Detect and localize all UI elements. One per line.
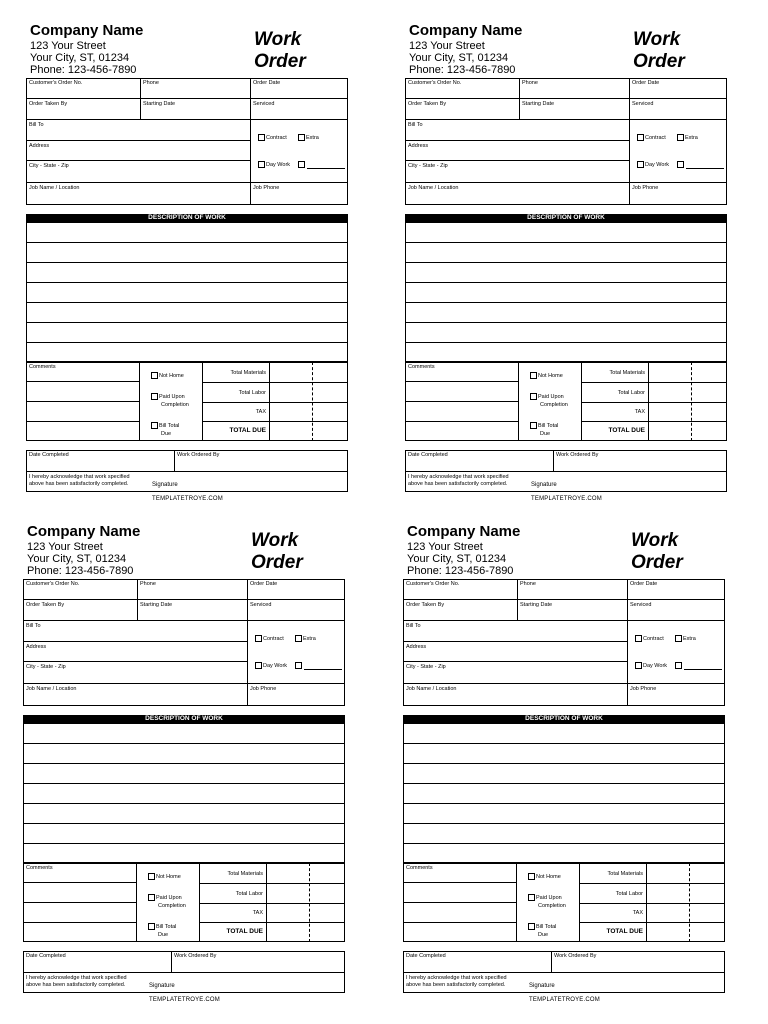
city-state-zip-field[interactable]: City - State - Zip xyxy=(29,163,69,169)
order-date-field[interactable]: Order Date xyxy=(630,581,658,587)
phone-field[interactable]: Phone xyxy=(143,80,159,86)
customer-order-no-field[interactable]: Customer's Order No. xyxy=(406,581,460,587)
total-labor-label: Total Labor xyxy=(238,390,266,396)
starting-date-field[interactable]: Starting Date xyxy=(140,602,173,608)
company-phone: Phone: 123-456-7890 xyxy=(409,64,516,76)
due-label: Due xyxy=(540,431,551,437)
date-completed-field[interactable]: Date Completed xyxy=(29,452,69,458)
comments-field[interactable]: Comments xyxy=(26,865,53,871)
work-ordered-by-field[interactable]: Work Ordered By xyxy=(177,452,220,458)
order-date-field[interactable]: Order Date xyxy=(632,80,660,86)
job-phone-field[interactable]: Job Phone xyxy=(632,185,659,191)
company-name: Company Name xyxy=(409,22,523,39)
day-work-label: Day Work xyxy=(266,162,291,168)
not-home-checkbox[interactable] xyxy=(530,372,537,379)
total-labor-label: Total Labor xyxy=(617,390,645,396)
completion-label: Completion xyxy=(540,402,568,408)
acknowledgement-line2: above has been satisfactorily completed. xyxy=(26,982,126,988)
paid-upon-label: Paid Upon xyxy=(156,895,182,901)
phone-field[interactable]: Phone xyxy=(522,80,538,86)
comments-field[interactable]: Comments xyxy=(406,865,433,871)
bill-total-label: Bill Total xyxy=(538,423,559,429)
not-home-checkbox[interactable] xyxy=(528,873,535,880)
bill-total-due-checkbox[interactable] xyxy=(528,923,535,930)
company-info xyxy=(27,523,140,577)
footer-site: TEMPLATETROYE.COM xyxy=(529,997,600,1003)
work-order-form-top-right xyxy=(405,22,727,522)
other-checkbox[interactable] xyxy=(677,161,684,168)
total-labor-label: Total Labor xyxy=(615,891,643,897)
other-blank-line[interactable] xyxy=(684,669,722,670)
total-due-label: TOTAL DUE xyxy=(226,928,263,935)
extra-checkbox[interactable] xyxy=(295,635,302,642)
form-title-line2: Order xyxy=(633,51,685,72)
company-city: Your City, ST, 01234 xyxy=(27,553,127,565)
extra-label: Extra xyxy=(303,636,316,642)
company-name: Company Name xyxy=(27,523,141,540)
contract-label: Contract xyxy=(263,636,284,642)
serviced-field[interactable]: Serviced xyxy=(253,101,275,107)
signature-field[interactable]: Signature xyxy=(531,482,557,488)
day-work-checkbox[interactable] xyxy=(637,161,644,168)
acknowledgement-line2: above has been satisfactorily completed. xyxy=(29,481,129,487)
not-home-label: Not Home xyxy=(538,373,563,379)
bill-to-field[interactable]: Bill To xyxy=(408,122,423,128)
address-field[interactable]: Address xyxy=(406,644,427,650)
footer-site: TEMPLATETROYE.COM xyxy=(152,496,223,502)
form-title-line2: Order xyxy=(254,51,306,72)
acknowledgement-line1: I hereby acknowledge that work specified xyxy=(408,474,509,480)
contract-checkbox[interactable] xyxy=(635,635,642,642)
job-name-location-field[interactable]: Job Name / Location xyxy=(26,686,77,692)
description-header: DESCRIPTION OF WORK xyxy=(403,715,725,724)
contract-label: Contract xyxy=(645,135,666,141)
other-blank-line[interactable] xyxy=(686,168,724,169)
other-checkbox[interactable] xyxy=(295,662,302,669)
company-city: Your City, ST, 01234 xyxy=(407,553,507,565)
form-title xyxy=(633,29,685,73)
not-home-label: Not Home xyxy=(536,874,561,880)
comments-field[interactable]: Comments xyxy=(408,364,435,370)
extra-checkbox[interactable] xyxy=(298,134,305,141)
customer-order-no-field[interactable]: Customer's Order No. xyxy=(26,581,80,587)
description-area[interactable] xyxy=(405,214,727,362)
work-order-form-bottom-left xyxy=(23,523,345,1023)
day-work-checkbox[interactable] xyxy=(255,662,262,669)
extra-label: Extra xyxy=(306,135,319,141)
address-field[interactable]: Address xyxy=(29,143,50,149)
date-completed-field[interactable]: Date Completed xyxy=(26,953,66,959)
form-title xyxy=(254,29,306,73)
address-field[interactable]: Address xyxy=(408,143,429,149)
job-phone-field[interactable]: Job Phone xyxy=(253,185,280,191)
day-work-label: Day Work xyxy=(645,162,670,168)
day-work-label: Day Work xyxy=(263,663,288,669)
extra-label: Extra xyxy=(685,135,698,141)
city-state-zip-field[interactable]: City - State - Zip xyxy=(26,664,66,670)
bill-total-label: Bill Total xyxy=(156,924,177,930)
tax-label: TAX xyxy=(634,409,645,415)
company-info xyxy=(407,523,520,577)
company-phone: Phone: 123-456-7890 xyxy=(30,64,137,76)
bill-total-label: Bill Total xyxy=(536,924,557,930)
bill-to-field[interactable]: Bill To xyxy=(26,623,41,629)
footer-site: TEMPLATETROYE.COM xyxy=(531,496,602,502)
not-home-checkbox[interactable] xyxy=(148,873,155,880)
day-work-checkbox[interactable] xyxy=(635,662,642,669)
order-taken-by-field[interactable]: Order Taken By xyxy=(408,101,447,107)
signature-field[interactable]: Signature xyxy=(152,482,178,488)
starting-date-field[interactable]: Starting Date xyxy=(522,101,555,107)
bill-total-label: Bill Total xyxy=(159,423,180,429)
total-labor-label: Total Labor xyxy=(235,891,263,897)
address-field[interactable]: Address xyxy=(26,644,47,650)
acknowledgement-line1: I hereby acknowledge that work specified xyxy=(26,975,127,981)
other-checkbox[interactable] xyxy=(675,662,682,669)
bill-total-due-checkbox[interactable] xyxy=(151,422,158,429)
tax-label: TAX xyxy=(255,409,266,415)
bill-to-field[interactable]: Bill To xyxy=(406,623,421,629)
contract-label: Contract xyxy=(266,135,287,141)
city-state-zip-field[interactable]: City - State - Zip xyxy=(408,163,448,169)
description-area[interactable] xyxy=(403,715,725,863)
contract-checkbox[interactable] xyxy=(258,134,265,141)
work-order-form-bottom-right xyxy=(403,523,725,1023)
company-info xyxy=(409,22,522,76)
customer-order-no-field[interactable]: Customer's Order No. xyxy=(29,80,83,86)
description-area[interactable] xyxy=(23,715,345,863)
footer-site: TEMPLATETROYE.COM xyxy=(149,997,220,1003)
description-area[interactable] xyxy=(26,214,348,362)
order-date-field[interactable]: Order Date xyxy=(250,581,278,587)
serviced-field[interactable]: Serviced xyxy=(632,101,654,107)
signature-field[interactable]: Signature xyxy=(149,983,175,989)
day-work-checkbox[interactable] xyxy=(258,161,265,168)
paid-upon-label: Paid Upon xyxy=(536,895,562,901)
total-materials-label: Total Materials xyxy=(607,871,643,877)
company-city: Your City, ST, 01234 xyxy=(409,52,509,64)
not-home-label: Not Home xyxy=(159,373,184,379)
form-title-line2: Order xyxy=(251,552,303,573)
order-taken-by-field[interactable]: Order Taken By xyxy=(406,602,445,608)
job-phone-field[interactable]: Job Phone xyxy=(250,686,277,692)
form-title xyxy=(251,530,303,574)
paid-upon-label: Paid Upon xyxy=(538,394,564,400)
starting-date-field[interactable]: Starting Date xyxy=(143,101,176,107)
order-date-field[interactable]: Order Date xyxy=(253,80,281,86)
city-state-zip-field[interactable]: City - State - Zip xyxy=(406,664,446,670)
customer-order-no-field[interactable]: Customer's Order No. xyxy=(408,80,462,86)
extra-label: Extra xyxy=(683,636,696,642)
comments-field[interactable]: Comments xyxy=(29,364,56,370)
serviced-field[interactable]: Serviced xyxy=(250,602,272,608)
company-name: Company Name xyxy=(30,22,144,39)
extra-checkbox[interactable] xyxy=(675,635,682,642)
total-due-label: TOTAL DUE xyxy=(606,928,643,935)
job-name-location-field[interactable]: Job Name / Location xyxy=(29,185,80,191)
extra-checkbox[interactable] xyxy=(677,134,684,141)
form-title-line1: Work xyxy=(631,530,679,551)
bill-total-due-checkbox[interactable] xyxy=(530,422,537,429)
job-name-location-field[interactable]: Job Name / Location xyxy=(408,185,459,191)
description-header: DESCRIPTION OF WORK xyxy=(23,715,345,724)
work-ordered-by-field[interactable]: Work Ordered By xyxy=(554,953,597,959)
work-ordered-by-field[interactable]: Work Ordered By xyxy=(556,452,599,458)
completion-label: Completion xyxy=(538,903,566,909)
due-label: Due xyxy=(161,431,172,437)
acknowledgement-line2: above has been satisfactorily completed. xyxy=(408,481,508,487)
paid-upon-completion-checkbox[interactable] xyxy=(148,894,155,901)
description-header: DESCRIPTION OF WORK xyxy=(26,214,348,223)
paid-upon-completion-checkbox[interactable] xyxy=(151,393,158,400)
acknowledgement-line1: I hereby acknowledge that work specified xyxy=(29,474,130,480)
other-checkbox[interactable] xyxy=(298,161,305,168)
acknowledgement-line1: I hereby acknowledge that work specified xyxy=(406,975,507,981)
work-ordered-by-field[interactable]: Work Ordered By xyxy=(174,953,217,959)
other-blank-line[interactable] xyxy=(304,669,342,670)
acknowledgement-line2: above has been satisfactorily completed. xyxy=(406,982,506,988)
company-info xyxy=(30,22,143,76)
order-taken-by-field[interactable]: Order Taken By xyxy=(29,101,68,107)
paid-upon-label: Paid Upon xyxy=(159,394,185,400)
company-city: Your City, ST, 01234 xyxy=(30,52,130,64)
contract-checkbox[interactable] xyxy=(637,134,644,141)
due-label: Due xyxy=(538,932,549,938)
contract-checkbox[interactable] xyxy=(255,635,262,642)
serviced-field[interactable]: Serviced xyxy=(630,602,652,608)
company-street: 123 Your Street xyxy=(30,40,106,52)
tax-label: TAX xyxy=(252,910,263,916)
work-order-form-top-left xyxy=(26,22,348,522)
phone-field[interactable]: Phone xyxy=(520,581,536,587)
company-street: 123 Your Street xyxy=(409,40,485,52)
total-due-label: TOTAL DUE xyxy=(608,427,645,434)
not-home-checkbox[interactable] xyxy=(151,372,158,379)
paid-upon-completion-checkbox[interactable] xyxy=(528,894,535,901)
date-completed-field[interactable]: Date Completed xyxy=(406,953,446,959)
completion-label: Completion xyxy=(158,903,186,909)
date-completed-field[interactable]: Date Completed xyxy=(408,452,448,458)
starting-date-field[interactable]: Starting Date xyxy=(520,602,553,608)
total-materials-label: Total Materials xyxy=(227,871,263,877)
due-label: Due xyxy=(158,932,169,938)
contract-label: Contract xyxy=(643,636,664,642)
description-header: DESCRIPTION OF WORK xyxy=(405,214,727,223)
bill-total-due-checkbox[interactable] xyxy=(148,923,155,930)
completion-label: Completion xyxy=(161,402,189,408)
job-phone-field[interactable]: Job Phone xyxy=(630,686,657,692)
form-title-line1: Work xyxy=(633,29,681,50)
form-title-line1: Work xyxy=(254,29,302,50)
other-blank-line[interactable] xyxy=(307,168,345,169)
phone-field[interactable]: Phone xyxy=(140,581,156,587)
tax-label: TAX xyxy=(632,910,643,916)
company-street: 123 Your Street xyxy=(407,541,483,553)
bill-to-field[interactable]: Bill To xyxy=(29,122,44,128)
form-title xyxy=(631,530,683,574)
job-name-location-field[interactable]: Job Name / Location xyxy=(406,686,457,692)
total-materials-label: Total Materials xyxy=(230,370,266,376)
order-taken-by-field[interactable]: Order Taken By xyxy=(26,602,65,608)
signature-field[interactable]: Signature xyxy=(529,983,555,989)
not-home-label: Not Home xyxy=(156,874,181,880)
day-work-label: Day Work xyxy=(643,663,668,669)
form-title-line2: Order xyxy=(631,552,683,573)
total-materials-label: Total Materials xyxy=(609,370,645,376)
company-phone: Phone: 123-456-7890 xyxy=(27,565,134,577)
form-title-line1: Work xyxy=(251,530,299,551)
paid-upon-completion-checkbox[interactable] xyxy=(530,393,537,400)
company-name: Company Name xyxy=(407,523,521,540)
company-phone: Phone: 123-456-7890 xyxy=(407,565,514,577)
company-street: 123 Your Street xyxy=(27,541,103,553)
total-due-label: TOTAL DUE xyxy=(229,427,266,434)
